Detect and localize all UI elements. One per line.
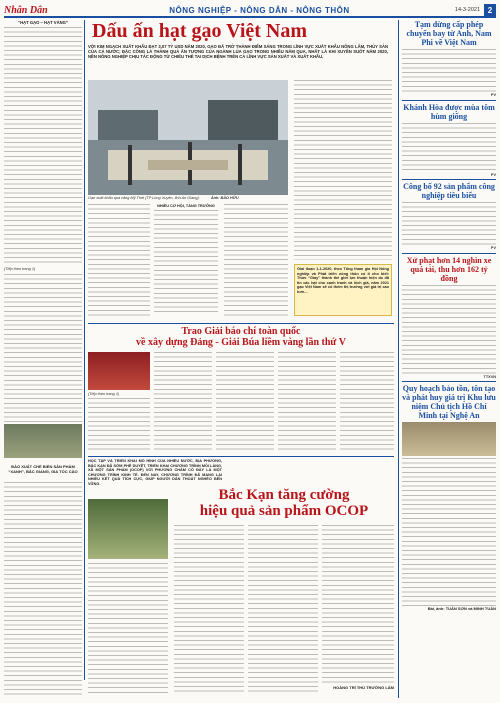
port-photo-illustration <box>88 80 288 195</box>
right-story2-title: Khánh Hòa được mùa tôm hùm giống <box>403 102 495 121</box>
section-divider <box>88 456 394 457</box>
right-story2-text <box>402 123 496 173</box>
continued-note: (Tiếp theo trang 1) <box>4 267 36 271</box>
mid-text-col2 <box>154 352 212 452</box>
lead-text-col3 <box>224 204 288 316</box>
bottom-author: HOÀNG TRÍ THÙ TRƯỜNG LÂM <box>333 685 394 690</box>
newspaper-logo: Nhân Dân <box>4 4 48 16</box>
right-story1-text <box>402 49 496 93</box>
column-divider <box>398 20 399 698</box>
lead-subhead: NHIỀU CƠ HỘI, TÁNG TRƯỞNG <box>157 204 215 208</box>
mid-text-col5 <box>340 352 394 452</box>
lead-photo <box>88 80 288 195</box>
column-text <box>4 482 82 698</box>
right-story5-text <box>402 458 496 606</box>
lead-sapo: VỚI KIM NGẠCH XUẤT KHẨU ĐẠT 3,07 TỶ USD NĂM 2020, GẠO ĐÃ TRỞ THÀNH ĐIỂM SÁNG TRONG LĨNH VỰC XUẤT KHẨU NÔNG LÂM, THỦY SẢN CỦA CẢ NƯỚC; ĐẶC CÔNG LÀ THÀNH QUẢ ẤN TƯỢNG CỦA NGÀNH LÚA GẠO TRONG NHIỀU NĂM QUA, NHẤT LÀ KHI XUYÊN SUỐT NĂM 2020, NỀN NÔNG NGHIỆP CHỊU TÁC ĐỘNG TỪ CHIẾU THẾ TAI DỊCH BỆNH TRÊN CẢ LĨNH VỰC SẢN XUẤT VÀ XUẤT KHẨU. <box>88 44 388 59</box>
right-story3-tag: PV <box>490 246 496 250</box>
right-divider <box>402 179 496 180</box>
lead-story <box>88 20 394 320</box>
lead-quote: Giai đoạn 1-1-2020, theo Tổng tham gia Hội Nông nghiệp và Phát triển nông thôn có ít cho biết: Thức “Giay” thành thế giới lực thuận hiện do đã tin các hạt cho cạnh tranh và lệch giá, năm 2021 gạo Việt Nam sẽ có thêm thị trường với giá trị cao hơn... <box>297 267 389 294</box>
page-number: 2 <box>484 4 496 16</box>
mid-photo <box>88 352 150 390</box>
lead-text-col1 <box>88 204 150 316</box>
right-divider <box>402 381 496 382</box>
lead-photo-caption <box>88 196 288 201</box>
column-divider <box>84 20 85 680</box>
right-story4-tag: TTXVN <box>483 374 496 379</box>
right-divider <box>402 100 496 101</box>
mid-headline-line1: Trao Giải báo chí toàn quốc <box>181 326 301 337</box>
column-kicker: “HẠT GẠO – HẠT VÀNG” <box>17 20 69 25</box>
right-story1-title: Tạm dừng cấp phép chuyến bay từ Anh, Nam Phi về Việt Nam <box>406 20 492 47</box>
bottom-headline-line2: hiệu quả sản phẩm OCOP <box>199 503 369 519</box>
bottom-text-col4 <box>322 525 394 683</box>
right-story5-title: Quy hoạch bảo tồn, tôn tạo và phát huy giá trị Khu lưu niệm Chủ tịch Hồ Chí Minh tại Nghệ An <box>402 384 496 420</box>
mid-headline-line2: về xây dựng Đảng - Giải Búa liềm vàng lần thứ V <box>136 337 346 348</box>
right-story3-text <box>402 202 496 246</box>
right-story4-title: Xử phạt hơn 14 nghìn xe quá tải, thu hơn 162 tỷ đồng <box>406 255 492 283</box>
mid-text-col1 <box>88 398 150 452</box>
lead-text-col4 <box>294 80 392 260</box>
right-story5-credit: Bài, ảnh: TUẤN SƠN và MINH TUẤN <box>427 606 496 611</box>
bottom-text-col3 <box>248 525 318 693</box>
right-story4-text <box>402 285 496 375</box>
section-divider <box>88 323 394 324</box>
lead-headline: Dấu ấn hạt gạo Việt Nam <box>92 20 308 42</box>
mid-story <box>88 326 394 454</box>
right-story2-tag: PV <box>490 172 496 177</box>
photo-credit: Ảnh: BẢO HỮU <box>210 196 239 200</box>
bottom-story <box>88 459 394 697</box>
bottom-text-col1 <box>88 563 168 693</box>
lead-quote-box <box>294 264 392 316</box>
bottom-photo <box>88 499 168 559</box>
continued-note: (Tiếp theo trang 1) <box>88 392 120 396</box>
bottom-text-col2 <box>174 525 244 693</box>
column-text <box>4 27 82 265</box>
sidebar-title: ĐÀO XUẤT CHỂ BIẾN SẢN PHẨM “XANH”, BẮC GIANG, GIA TỐC CÀO <box>8 464 78 474</box>
right-column <box>402 20 496 698</box>
section-title: NÔNG NGHIỆP - NÔNG DÂN - NÔNG THÔN <box>169 5 350 15</box>
bottom-sapo: HỌC TẬP VÀ TRIỂN KHAI MÔ HÌNH CỦA NHIỀU NƯỚC, ĐỊA PHƯƠNG, BẮC KẠN ĐÃ SỚM PHÊ DUYỆT, TRIỂN KHAI CHƯƠNG TRÌNH MỖI LÀNG, XÃ MỘT SẢN PHẨM (OCOP) VỚI PHƯƠNG CHÂM CÓ ĐẦY LÀ MỘT CHƯƠNG TRÌNH KINH TẾ. ĐẾN NAY, CHƯƠNG TRÌNH ĐÃ MANG LẠI NHIỀU KẾT QUẢ TÍCH CỰC, GIÚP NGƯỜI DÂN THOÁT NGHÈO BỀN VỮNG. <box>88 459 222 486</box>
right-divider <box>402 253 496 254</box>
column-photo <box>4 424 82 458</box>
column-text <box>4 274 82 426</box>
mid-text-col4 <box>278 352 336 452</box>
lead-text-col2 <box>154 210 218 316</box>
right-story1-tag: PV <box>490 93 496 97</box>
mid-text-col3 <box>216 352 274 452</box>
photo-caption-text: Gạo xuất khẩu qua cảng Mỹ Thới (TP Long Xuyên, tỉnh An Giang). <box>88 196 200 200</box>
right-story3-title: Công bố 92 sản phẩm công nghiệp tiêu biểu <box>403 182 495 200</box>
right-story5-photo <box>402 422 496 456</box>
masthead <box>4 4 496 18</box>
bottom-headline-line1: Bắc Kạn tăng cường <box>218 487 350 503</box>
issue-date: 14-3-2021 <box>454 7 480 13</box>
left-column <box>4 20 82 698</box>
